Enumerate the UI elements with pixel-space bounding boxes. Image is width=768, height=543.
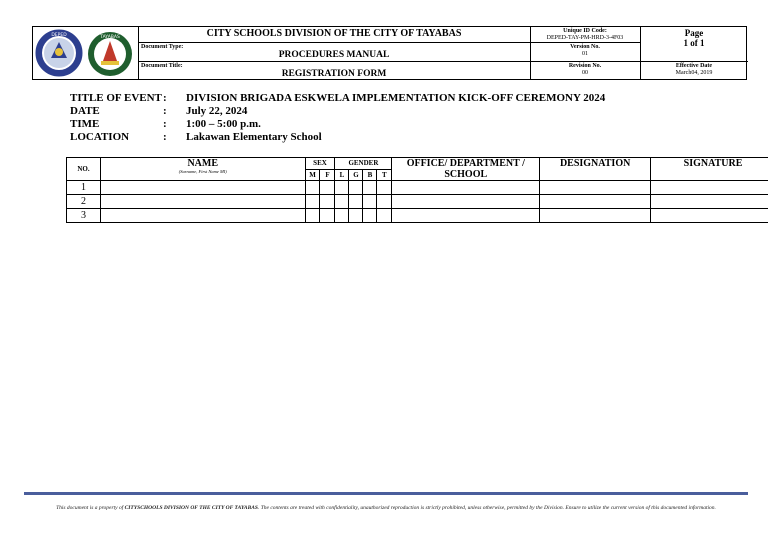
uid-value: DEPED-TAY-PM-HRD-3-4F03	[546, 35, 624, 41]
col-name	[100, 158, 305, 181]
page-value: 1 of 1	[683, 38, 705, 48]
row-number: 1	[67, 181, 101, 195]
event-location-label: LOCATION	[70, 131, 130, 143]
col-name-sub: (Surname, First Name MI)	[178, 169, 227, 174]
col-no: NO.	[67, 158, 101, 181]
event-time-label: TIME	[70, 118, 100, 130]
col-name-label: NAME	[187, 158, 218, 169]
revision-label: Revision No.	[568, 63, 602, 69]
doc-type-value: PROCEDURES MANUAL	[278, 50, 390, 60]
col-sex-m: M	[305, 169, 320, 181]
page-label: Page	[684, 28, 704, 38]
doc-title-label: Document Title:	[141, 63, 183, 69]
svg-text:TAYABAS: TAYABAS	[100, 35, 120, 40]
colon: :	[163, 105, 167, 117]
table-row	[67, 195, 768, 209]
event-location: Lakawan Elementary School	[186, 131, 322, 143]
registration-table	[66, 157, 768, 223]
colon: :	[163, 131, 167, 143]
doc-type-label: Document Type:	[141, 44, 184, 50]
row-number: 3	[67, 209, 101, 223]
colon: :	[163, 92, 167, 104]
col-sex: SEX	[305, 158, 335, 170]
colon: :	[163, 118, 167, 130]
version-value: 01	[582, 51, 588, 57]
col-gender: GENDER	[335, 158, 392, 170]
footer-org: CITYSCHOOLS DIVISION OF THE CITY OF TAYABAS	[124, 505, 258, 511]
col-sex-f: F	[320, 169, 335, 181]
svg-text:DEPED: DEPED	[51, 33, 67, 38]
doc-title-value: REGISTRATION FORM	[281, 69, 387, 79]
col-gender-t: T	[377, 169, 392, 181]
revision-value: 00	[582, 70, 588, 76]
footer-notice	[24, 505, 748, 512]
footer-pre: This document is a property of	[56, 505, 125, 511]
effective-label: Effective Date	[675, 63, 713, 69]
event-time: 1:00 – 5:00 p.m.	[186, 118, 261, 130]
col-designation: DESIGNATION	[540, 158, 651, 181]
table-row	[67, 209, 768, 223]
col-gender-b: B	[363, 169, 377, 181]
col-signature: SIGNATURE	[651, 158, 768, 181]
event-title-label: TITLE OF EVENT	[70, 92, 162, 104]
footer-divider	[24, 492, 748, 495]
version-label: Version No.	[570, 44, 600, 50]
table-row	[67, 181, 768, 195]
event-title: DIVISION BRIGADA ESKWELA IMPLEMENTATION KICK-OFF CEREMONY 2024	[186, 92, 606, 104]
event-date: July 22, 2024	[186, 105, 248, 117]
effective-value: March04, 2019	[675, 70, 713, 76]
division-name: CITY SCHOOLS DIVISION OF THE CITY OF TAYABAS	[206, 28, 462, 39]
col-office: OFFICE/ DEPARTMENT / SCHOOL	[392, 158, 540, 181]
col-gender-g: G	[349, 169, 363, 181]
uid-label: Unique ID Code:	[563, 28, 607, 34]
col-gender-l: L	[335, 169, 349, 181]
event-date-label: DATE	[70, 105, 100, 117]
footer-post: . The contents are treated with confidentiality, unauthorized reproduction is strictly prohibited, unless otherwise, permitted by the Division. Ensure to utilize the current version of this documented information.	[257, 505, 716, 511]
row-number: 2	[67, 195, 101, 209]
document-header	[32, 26, 747, 80]
